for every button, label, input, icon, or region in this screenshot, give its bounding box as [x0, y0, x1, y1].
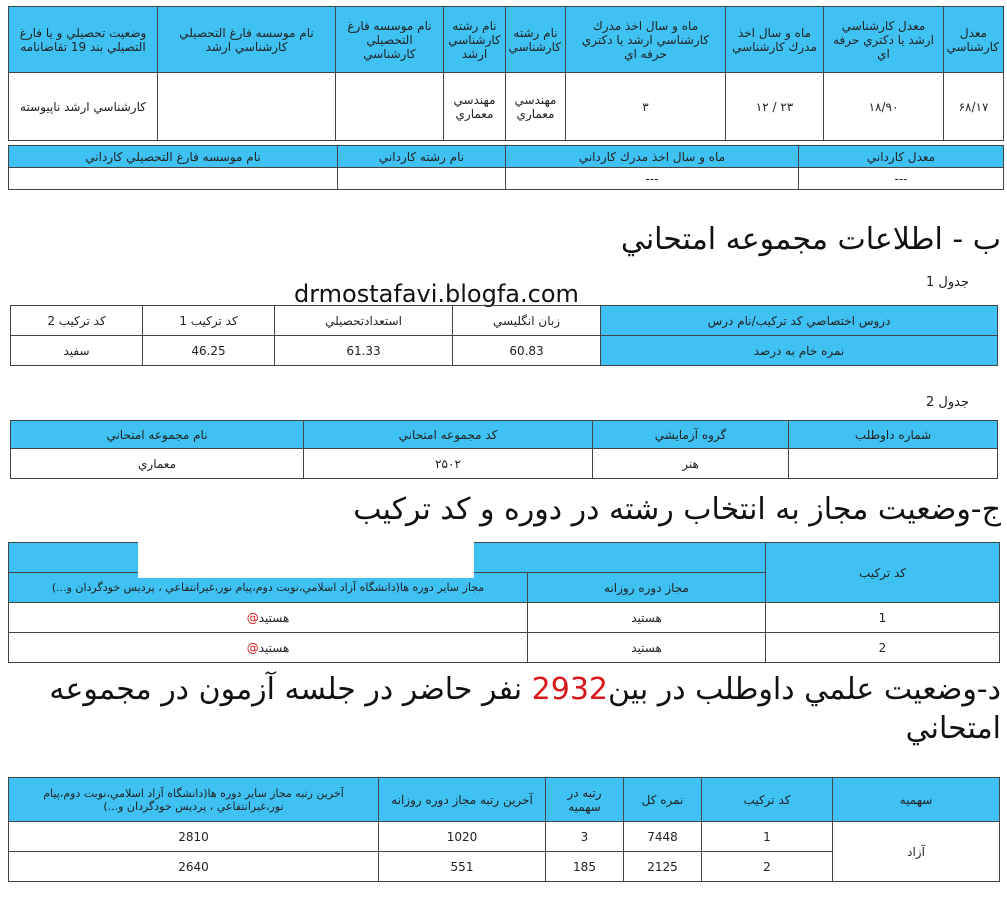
- header-associate-date: ماه و سال اخذ مدرك كارداني: [506, 146, 799, 168]
- col-aptitude: استعدادتحصيلي: [275, 306, 453, 336]
- exam-group-table: [10, 420, 998, 479]
- table1-header-label: دروس اختصاصي كد تركيب/نام درس: [601, 306, 998, 336]
- exam-set-name: معماري: [11, 449, 304, 479]
- total-score-1: 7448: [624, 822, 702, 852]
- header-quota: سهميه: [833, 778, 1000, 822]
- header-associate-institute: نام موسسه فارغ التحصيلي كارداني: [9, 146, 338, 168]
- candidate-number: [789, 449, 998, 479]
- eligibility-code-1: 1: [766, 603, 1000, 633]
- score-code-1: 46.25: [143, 336, 275, 366]
- participant-count: 2932: [531, 672, 608, 707]
- exam-scores-table: [10, 305, 998, 366]
- eligibility-mark-1: @: [246, 610, 259, 625]
- ranking-table: [8, 777, 1000, 882]
- header-exam-set-code: كد مجموعه امتحاني: [304, 421, 593, 449]
- header-candidate-number: شماره داوطلب: [789, 421, 998, 449]
- table1-label: جدول 1: [926, 275, 969, 290]
- header-exam-set-name: نام مجموعه امتحاني: [11, 421, 304, 449]
- col-english: زبان انگليسي: [453, 306, 601, 336]
- header-combo-code: كد تركيب: [766, 543, 1000, 603]
- master-field: مهندسي معماري: [444, 73, 506, 141]
- rank-combo-1: 1: [702, 822, 833, 852]
- header-master-gpa: معدل كارشناسي ارشد يا دكتري حرفه اي: [824, 7, 944, 73]
- header-associate-gpa: معدل كارداني: [799, 146, 1004, 168]
- bachelor-institute: [336, 73, 444, 141]
- header-associate-field: نام رشته كارداني: [338, 146, 506, 168]
- associate-gpa: ---: [799, 168, 1004, 190]
- header-bachelor-date: ماه و سال اخذ مدرك كارشناسي: [726, 7, 824, 73]
- header-master-institute: نام موسسه فارغ التحصيلي كارشناسي ارشد: [158, 7, 336, 73]
- section-b-title: ب - اطلاعات مجموعه امتحاني: [620, 222, 1001, 257]
- watermark-text: drmostafavi.blogfa.com: [294, 280, 579, 308]
- col-code-2: كد تركيب 2: [11, 306, 143, 336]
- table2-label: جدول 2: [926, 395, 969, 410]
- master-institute: [158, 73, 336, 141]
- score-aptitude: 61.33: [275, 336, 453, 366]
- last-day-rank-2: 551: [379, 852, 546, 882]
- col-code-1: كد تركيب 1: [143, 306, 275, 336]
- last-other-rank-1: 2810: [9, 822, 379, 852]
- header-bachelor-gpa: معدل كارشناسي: [944, 7, 1004, 73]
- quota-value: آزاد: [833, 822, 1000, 882]
- section-d-title: [8, 670, 1001, 748]
- associate-institute: [9, 168, 338, 190]
- exam-set-code: ٢۵٠٢: [304, 449, 593, 479]
- section-j-title: ج-وضعيت مجاز به انتخاب رشته در دوره و كد تركيب: [353, 492, 1001, 527]
- bachelor-date: ٢٣ / ١٢: [726, 73, 824, 141]
- header-quota-rank: رتبه در سهميه: [546, 778, 624, 822]
- associate-degree-table: [8, 145, 1004, 190]
- master-gpa: ١٨/٩٠: [824, 73, 944, 141]
- eligibility-code-2: 2: [766, 633, 1000, 663]
- header-bachelor-field: نام رشته كارشناسي: [506, 7, 566, 73]
- eligibility-other-2-text: هستيد: [258, 640, 290, 655]
- exam-group: هنر: [593, 449, 789, 479]
- associate-field: [338, 168, 506, 190]
- bachelor-gpa: ١٧/۶٨: [944, 73, 1004, 141]
- score-code-2: سفيد: [11, 336, 143, 366]
- header-rank-combo: كد تركيب: [702, 778, 833, 822]
- header-master-field: نام رشته كارشناسي ارشد: [444, 7, 506, 73]
- last-other-rank-2: 2640: [9, 852, 379, 882]
- eligibility-day-1: هستيد: [528, 603, 766, 633]
- quota-rank-1: 3: [546, 822, 624, 852]
- rank-combo-2: 2: [702, 852, 833, 882]
- eligibility-mark-2: @: [246, 640, 259, 655]
- quota-rank-2: 185: [546, 852, 624, 882]
- eligibility-day-2: هستيد: [528, 633, 766, 663]
- eligibility-other-2: [9, 633, 528, 663]
- header-exam-group: گروه آزمايشي: [593, 421, 789, 449]
- total-score-2: 2125: [624, 852, 702, 882]
- header-bachelor-institute: نام موسسه فارغ التحصيلي كارشناسي: [336, 7, 444, 73]
- master-date: ٣: [566, 73, 726, 141]
- last-day-rank-1: 1020: [379, 822, 546, 852]
- table1-row-label: نمره خام به درصد: [601, 336, 998, 366]
- header-other-courses: مجاز ساير دوره ها(دانشگاه آزاد اسلامي،نوبت دوم،پيام نور،غيرانتفاعي ، پرديس خودگردان و...): [9, 573, 528, 603]
- education-table: [8, 6, 1004, 141]
- education-status: كارشناسي ارشد ناپيوسته: [9, 73, 158, 141]
- redaction-block: [138, 536, 474, 578]
- section-d-suffix: نفر حاضر در جلسه آزمون در مجموعه امتحاني: [49, 672, 1001, 746]
- eligibility-other-1: [9, 603, 528, 633]
- header-last-day-rank: آخرين رتبه مجاز دوره روزانه: [379, 778, 546, 822]
- header-total-score: نمره كل: [624, 778, 702, 822]
- header-status: وضعيت تحصيلي و يا فارغ التصيلي بند 19 تقاضانامه: [9, 7, 158, 73]
- associate-date: ---: [506, 168, 799, 190]
- header-master-date: ماه و سال اخذ مدرك كارشناسي ارشد يا دكتري حرفه اي: [566, 7, 726, 73]
- header-day-course: مجاز دوره روزانه: [528, 573, 766, 603]
- section-d-prefix: د-وضعيت علمي داوطلب در بين: [608, 672, 1001, 707]
- bachelor-field: مهندسي معماري: [506, 73, 566, 141]
- header-last-other-rank: آخرين رتبه مجاز ساير دوره ها(دانشگاه آزاد اسلامي،نوبت دوم،پيام نور،غيرانتفاعي ، پرديس خودگردان و...): [9, 778, 379, 822]
- eligibility-other-1-text: هستيد: [258, 610, 290, 625]
- score-english: 60.83: [453, 336, 601, 366]
